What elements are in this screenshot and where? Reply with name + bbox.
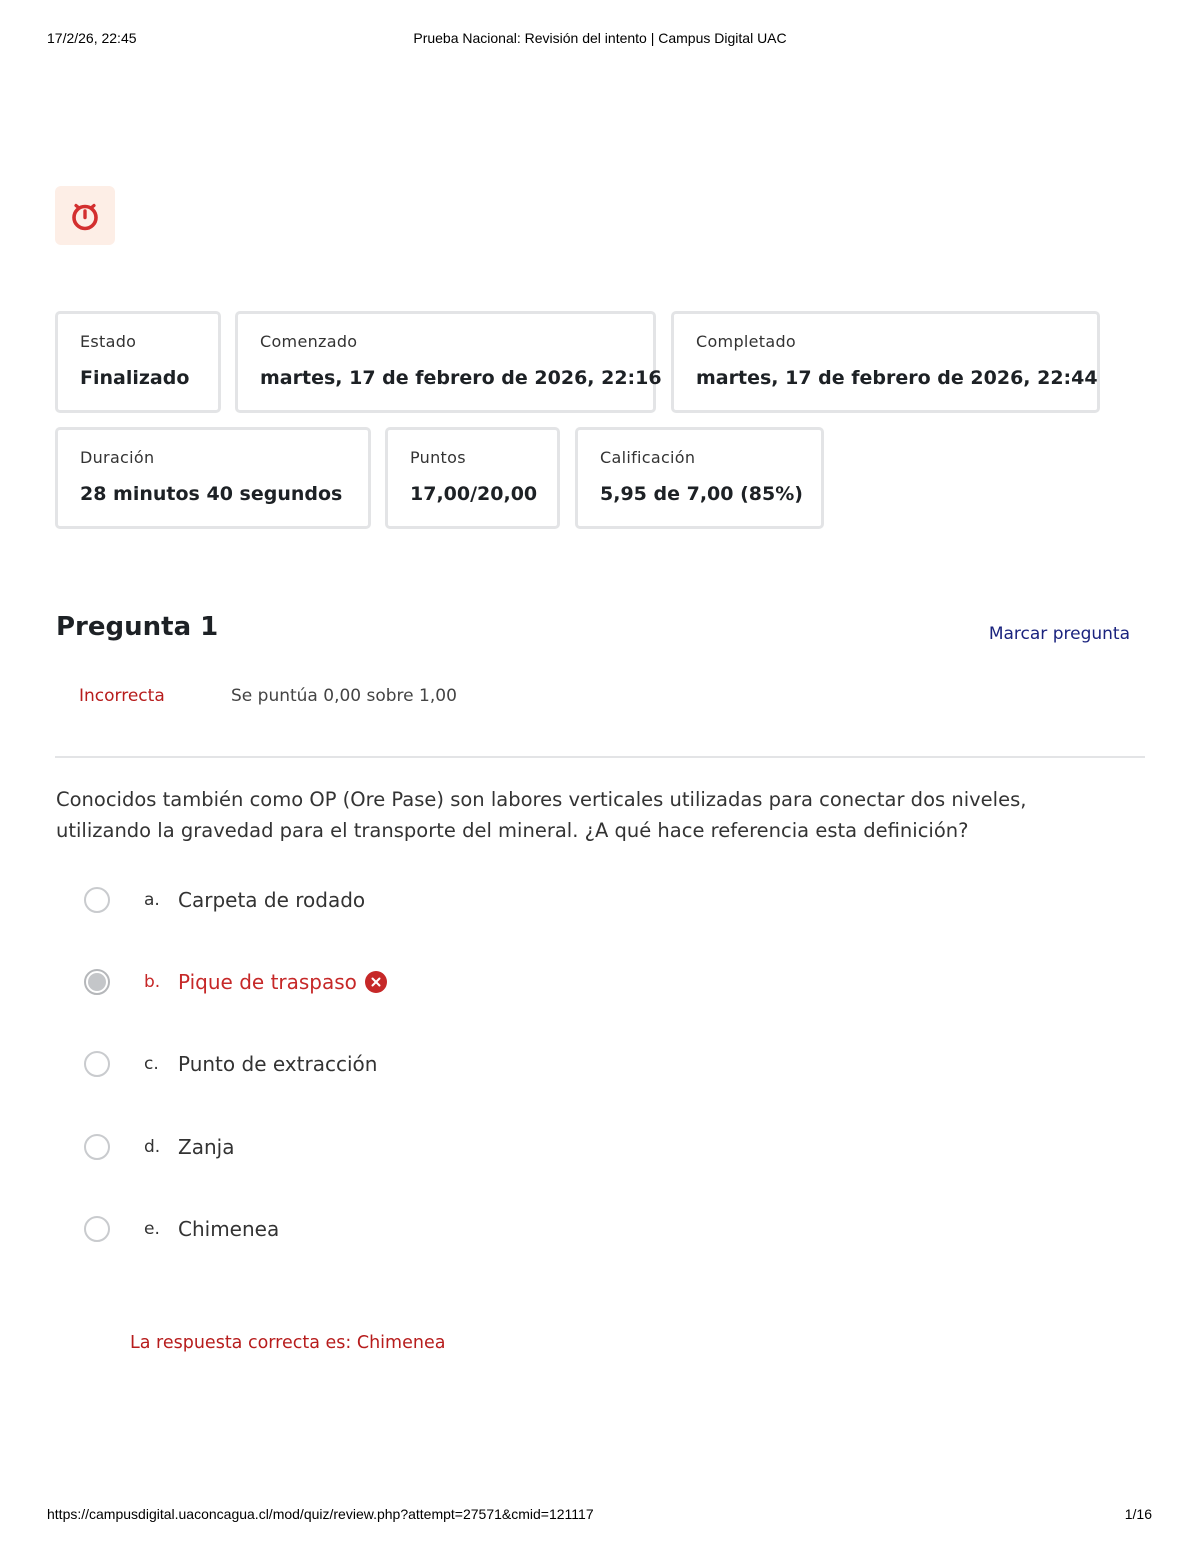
summary-comenzado-value: martes, 17 de febrero de 2026, 22:16 [260,367,662,389]
summary-completado-label: Completado [696,332,797,351]
option-b-letter: b. [144,972,161,992]
timer-badge [55,186,115,245]
question-title: Pregunta 1 [56,612,219,642]
summary-estado-value: Finalizado [80,367,190,389]
summary-estado-label: Estado [80,332,137,351]
option-d-letter: d. [144,1137,161,1157]
print-header [0,30,1200,50]
option-c-radio[interactable] [84,1051,110,1077]
summary-puntos [385,427,560,529]
summary-estado [55,311,221,413]
print-page-number: 1/16 [1124,1506,1152,1522]
summary-calificacion-label: Calificación [600,448,696,467]
question-grade: Se puntúa 0,00 sobre 1,00 [231,686,457,706]
print-url: https://campusdigital.uaconcagua.cl/mod/quiz/review.php?attempt=27571&cmid=121117 [47,1506,594,1522]
summary-duracion-value: 28 minutos 40 segundos [80,483,343,505]
print-datetime: 17/2/26, 22:45 [47,30,137,46]
option-a-text [178,888,365,912]
option-d-text [178,1135,234,1159]
summary-completado-value: martes, 17 de febrero de 2026, 22:44 [696,367,1098,389]
option-a[interactable] [84,884,366,916]
summary-duracion [55,427,371,529]
option-e-text [178,1217,279,1241]
option-b-label: Pique de traspaso [178,970,357,994]
option-b-text [178,970,387,994]
summary-comenzado [235,311,662,413]
option-b-radio[interactable] [84,969,110,995]
print-footer [0,1506,1200,1526]
option-b[interactable] [84,966,357,998]
x-mark-icon [371,977,381,987]
option-e[interactable] [84,1213,280,1245]
option-c-letter: c. [144,1054,159,1074]
radio-selected-dot [88,973,106,991]
divider [55,756,1145,758]
incorrect-x-icon [365,971,387,993]
summary-puntos-value: 17,00/20,00 [410,483,538,505]
option-c[interactable] [84,1048,378,1080]
option-e-label: Chimenea [178,1217,280,1241]
option-a-radio[interactable] [84,887,110,913]
option-c-label: Punto de extracción [178,1052,378,1076]
option-c-text [178,1052,377,1076]
summary-comenzado-label: Comenzado [260,332,358,351]
option-d-radio[interactable] [84,1134,110,1160]
flag-question-link[interactable]: Marcar pregunta [988,624,1130,644]
summary-calificacion [575,427,824,529]
summary-completado [671,311,1100,413]
option-a-letter: a. [144,890,160,910]
question-state: Incorrecta [79,686,165,706]
print-title: Prueba Nacional: Revisión del intento | Campus Digital UAC [413,30,787,46]
option-d[interactable] [84,1131,235,1163]
summary-puntos-label: Puntos [410,448,466,467]
summary-calificacion-value: 5,95 de 7,00 (85%) [600,483,803,505]
right-answer-feedback: La respuesta correcta es: Chimenea [130,1333,446,1353]
question-text: Conocidos también como OP (Ore Pase) son labores verticales utilizadas para conectar dos niveles, utilizando la gravedad para el transporte del mineral. ¿A qué hace referencia esta definición? [56,788,1027,842]
option-e-letter: e. [144,1219,160,1239]
stopwatch-icon [68,199,102,233]
summary-duracion-label: Duración [80,448,155,467]
option-d-label: Zanja [178,1135,235,1159]
option-e-radio[interactable] [84,1216,110,1242]
option-a-label: Carpeta de rodado [178,888,366,912]
